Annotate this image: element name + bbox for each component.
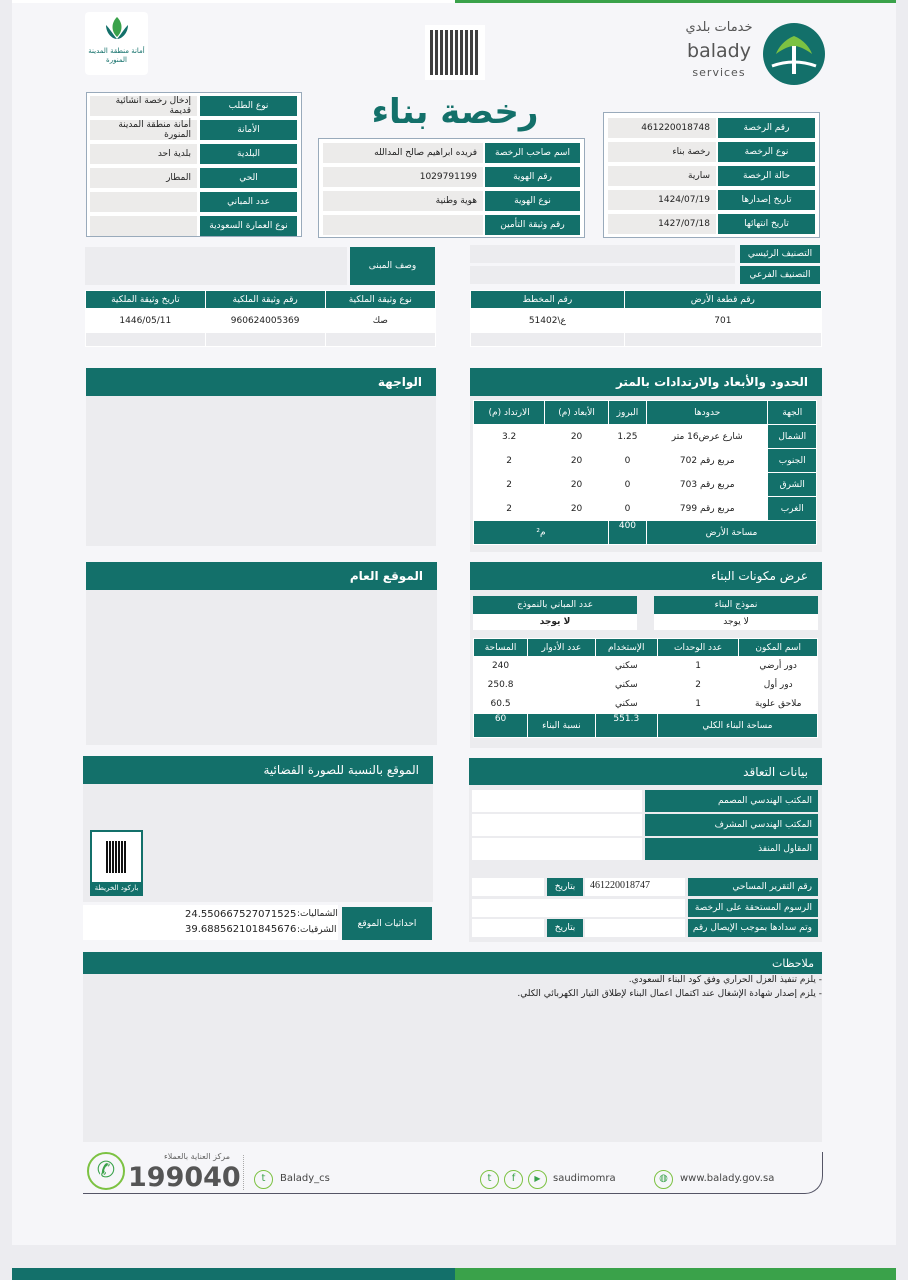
model-count-value: لا يوجد — [473, 614, 637, 630]
comp-cell: 240 — [474, 657, 528, 676]
survey-date-cell — [472, 878, 544, 896]
comp-cell: 1 — [657, 695, 738, 714]
amanah-emblem-icon — [102, 15, 132, 43]
dim-cell: الغرب — [768, 497, 817, 521]
model-count-label: عدد المباني بالنموذج — [473, 596, 637, 614]
general-location-header: الموقع العام — [86, 562, 437, 590]
right_box-value: 1427/07/18 — [608, 214, 716, 234]
comp-header: الإستخدام — [595, 639, 657, 657]
right_box-label: تاريخ إصدارها — [718, 190, 815, 210]
left_box-value — [90, 192, 197, 212]
twitter-icon[interactable]: t — [254, 1170, 273, 1189]
comp-cell — [528, 676, 596, 695]
dim-cell: 2 — [474, 497, 545, 521]
east-value: 39.688562101845676 — [185, 924, 297, 935]
middle_box-label: رقم وثيقة التأمين — [485, 215, 580, 235]
survey-number: 461220018747 — [590, 880, 650, 891]
dim-cell: 20 — [545, 449, 609, 473]
dim-cell: الشرق — [768, 473, 817, 497]
survey-label: رقم التقرير المساحي — [688, 878, 818, 896]
fees-value — [472, 899, 685, 917]
twitter-handle[interactable]: Balady_cs — [280, 1173, 330, 1184]
building-model-value: لا يوجد — [654, 614, 818, 630]
contract-value — [472, 790, 642, 812]
middle_box-label: نوع الهوية — [485, 191, 580, 211]
page-title: رخصة بناء — [371, 92, 539, 132]
youtube-icon[interactable]: ▶ — [528, 1170, 547, 1189]
dim-cell: شارع عرض16 متر — [647, 425, 768, 449]
land-area-label: مساحة الأرض — [647, 521, 817, 545]
dim-cell: 0 — [608, 449, 646, 473]
brand-en-sub: services — [692, 66, 746, 79]
care-center-label: مركز العناية بالعملاء — [163, 1152, 230, 1161]
sub-classification-label: التصنيف الفرعي — [740, 266, 820, 284]
header-deed-type: نوع وثيقة الملكية — [325, 291, 435, 309]
balady-logo — [684, 18, 829, 88]
table-row — [474, 449, 817, 473]
dim-header: البروز — [608, 401, 646, 425]
table-row — [474, 676, 818, 695]
map-barcode — [90, 830, 143, 896]
middle_box-value: 1029791199 — [323, 167, 483, 187]
plan-number: 5ع\1402 — [471, 309, 625, 333]
table-row — [474, 473, 817, 497]
comp-header: اسم المكون — [739, 639, 818, 657]
dim-header: الجهة — [768, 401, 817, 425]
comp-cell: دور أول — [739, 676, 818, 695]
building-desc-label: وصف المبنى — [350, 247, 435, 285]
left_box-label: الحي — [200, 168, 297, 188]
comp-cell: سكني — [595, 695, 657, 714]
middle_box-value: فريده ابراهيم صالح المدالله — [323, 143, 483, 163]
comp-header: عدد الوحدات — [657, 639, 738, 657]
facebook-icon[interactable]: f — [504, 1170, 523, 1189]
table-row — [474, 497, 817, 521]
dim-cell: 20 — [545, 497, 609, 521]
receipt-label: وتم سدادها بموجب الإيصال رقم — [688, 919, 818, 937]
dim-header: الأبعاد (م) — [545, 401, 609, 425]
right_box-value: سارية — [608, 166, 716, 186]
notes-header: ملاحظات — [83, 952, 822, 974]
east-label: الشرقيات: — [297, 925, 337, 935]
dimensions-table — [473, 400, 817, 545]
phone-icon: ✆ — [87, 1152, 125, 1190]
dim-cell: 20 — [545, 473, 609, 497]
deed-number: 960624005369 — [205, 309, 325, 333]
twitter-icon-2[interactable]: t — [480, 1170, 499, 1189]
social-handle[interactable]: saudimomra — [553, 1173, 616, 1184]
right_box-value: رخصة بناء — [608, 142, 716, 162]
land-table — [470, 290, 822, 347]
top-bar-accent — [455, 0, 896, 3]
receipt-date-label: بتاريخ — [547, 919, 583, 937]
note-2: - يلزم إصدار شهادة الإشغال عند اكتمال اعمال البناء لإطلاق التيار الكهربائي الكلي. — [517, 989, 822, 999]
left_box-label: نوع الطلب — [200, 96, 297, 116]
barcode-label: باركود الخريطة — [94, 884, 139, 892]
contract-label: المقاول المنفذ — [645, 838, 818, 860]
amanah-logo — [85, 12, 148, 75]
ratio-value: 60 — [474, 714, 528, 738]
middle_box-value: هوية وطنية — [323, 191, 483, 211]
right_box-value: 461220018748 — [608, 118, 716, 138]
left_box-value: أمانة منطقة المدينة المنورة — [90, 120, 197, 140]
amanah-name: أمانة منطقة المدينة المنورة — [88, 47, 145, 64]
brand-ar: خدمات بلدي — [685, 20, 753, 35]
deed-date: 1446/05/11 — [86, 309, 206, 333]
facade-image-area — [86, 396, 436, 546]
globe-icon: ◍ — [654, 1170, 673, 1189]
comp-cell: سكني — [595, 676, 657, 695]
table-row — [474, 425, 817, 449]
receipt-value — [585, 919, 685, 937]
total-area-value: 551.3 — [595, 714, 657, 738]
left_box-value: المطار — [90, 168, 197, 188]
satellite-header: الموقع بالنسبة للصورة الفضائية — [83, 756, 433, 784]
contract-label: المكتب الهندسي المشرف — [645, 814, 818, 836]
header-deed-number: رقم وثيقة الملكية — [205, 291, 325, 309]
ratio-label: نسبة البناء — [528, 714, 596, 738]
facade-header: الواجهة — [86, 368, 436, 396]
contract-label: المكتب الهندسي المصمم — [645, 790, 818, 812]
dim-cell: 2 — [474, 473, 545, 497]
left_box-value: إدخال رخصة انشائية قديمة — [90, 96, 197, 116]
plot-number: 701 — [624, 309, 821, 333]
total-area-label: مساحة البناء الكلي — [657, 714, 817, 738]
land-area-value: 400 — [608, 521, 646, 545]
main-classification-label: التصنيف الرئيسي — [740, 245, 820, 263]
comp-cell — [528, 695, 596, 714]
right_box-label: حالة الرخصة — [718, 166, 815, 186]
header-plot-number: رقم قطعة الأرض — [624, 291, 821, 309]
comp-cell: 2 — [657, 676, 738, 695]
dim-header: حدودها — [647, 401, 768, 425]
dim-cell: 0 — [608, 497, 646, 521]
dim-cell: مربع رقم 799 — [647, 497, 768, 521]
header-deed-date: تاريخ وثيقة الملكية — [86, 291, 206, 309]
dim-cell: 20 — [545, 425, 609, 449]
comp-cell: دور أرضي — [739, 657, 818, 676]
dim-cell: 1.25 — [608, 425, 646, 449]
middle_box-value — [323, 215, 483, 235]
dim-cell: 3.2 — [474, 425, 545, 449]
dim-cell: 2 — [474, 449, 545, 473]
dimensions-header: الحدود والأبعاد والارتدادات بالمتر — [470, 368, 822, 396]
coords-label: احداثيات الموقع — [342, 907, 432, 940]
header-plan-number: رقم المخطط — [471, 291, 625, 309]
main-classification-value — [470, 245, 735, 263]
brand-en: balady — [687, 40, 751, 62]
dim-cell: مربع رقم 703 — [647, 473, 768, 497]
comp-cell — [528, 657, 596, 676]
table-row — [474, 657, 818, 676]
qr-code — [425, 25, 485, 80]
table-row — [474, 695, 818, 714]
middle_box-label: اسم صاحب الرخصة — [485, 143, 580, 163]
land-area-unit: م² — [474, 521, 609, 545]
left_box-label: البلدية — [200, 144, 297, 164]
contract-value — [472, 838, 642, 860]
right_box-label: تاريخ انتهائها — [718, 214, 815, 234]
comp-header: عدد الأدوار — [528, 639, 596, 657]
left_box-label: الأمانة — [200, 120, 297, 140]
right_box-label: نوع الرخصة — [718, 142, 815, 162]
building-model-label: نموذج البناء — [654, 596, 818, 614]
website-link[interactable]: www.balady.gov.sa — [680, 1173, 775, 1184]
components-header: عرض مكونات البناء — [470, 562, 822, 590]
notes-area — [83, 974, 822, 1142]
general-location-area — [86, 590, 437, 745]
north-value: 24.550667527071525 — [185, 909, 297, 920]
dim-cell: مربع رقم 702 — [647, 449, 768, 473]
bottom-bar-accent — [455, 1268, 896, 1280]
care-phone[interactable]: 199040 — [128, 1162, 241, 1193]
note-1: - يلزم تنفيذ العزل الحراري وفق كود البناء السعودي. — [628, 975, 822, 985]
dim-cell: الجنوب — [768, 449, 817, 473]
left_box-value: بلدية احد — [90, 144, 197, 164]
right_box-label: رقم الرخصة — [718, 118, 815, 138]
comp-header: المساحة — [474, 639, 528, 657]
building-desc-value — [85, 247, 347, 285]
palm-logo-icon — [762, 22, 826, 86]
comp-cell: 250.8 — [474, 676, 528, 695]
barcode-qr-icon — [106, 841, 127, 873]
left_box-label: نوع العمارة السعودية — [200, 216, 297, 236]
receipt-date-cell — [472, 919, 544, 937]
right_box-value: 1424/07/19 — [608, 190, 716, 210]
dim-header: الارتداد (م) — [474, 401, 545, 425]
contract-header: بيانات التعاقد — [469, 758, 822, 785]
divider — [243, 1155, 244, 1190]
components-table — [473, 638, 818, 738]
left_box-value — [90, 216, 197, 236]
top-bar — [12, 0, 455, 3]
left_box-label: عدد المباني — [200, 192, 297, 212]
sub-classification-value — [470, 266, 735, 284]
comp-cell: 60.5 — [474, 695, 528, 714]
comp-cell: 1 — [657, 657, 738, 676]
middle_box-label: رقم الهوية — [485, 167, 580, 187]
ownership-table — [85, 290, 436, 347]
fees-label: الرسوم المستحقة على الرخصة — [688, 899, 818, 917]
deed-type: صك — [325, 309, 435, 333]
survey-date-label: بتاريخ — [547, 878, 583, 896]
north-label: الشماليات: — [297, 909, 338, 919]
dim-cell: 0 — [608, 473, 646, 497]
comp-cell: ملاحق علوية — [739, 695, 818, 714]
comp-cell: سكني — [595, 657, 657, 676]
contract-value — [472, 814, 642, 836]
dim-cell: الشمال — [768, 425, 817, 449]
